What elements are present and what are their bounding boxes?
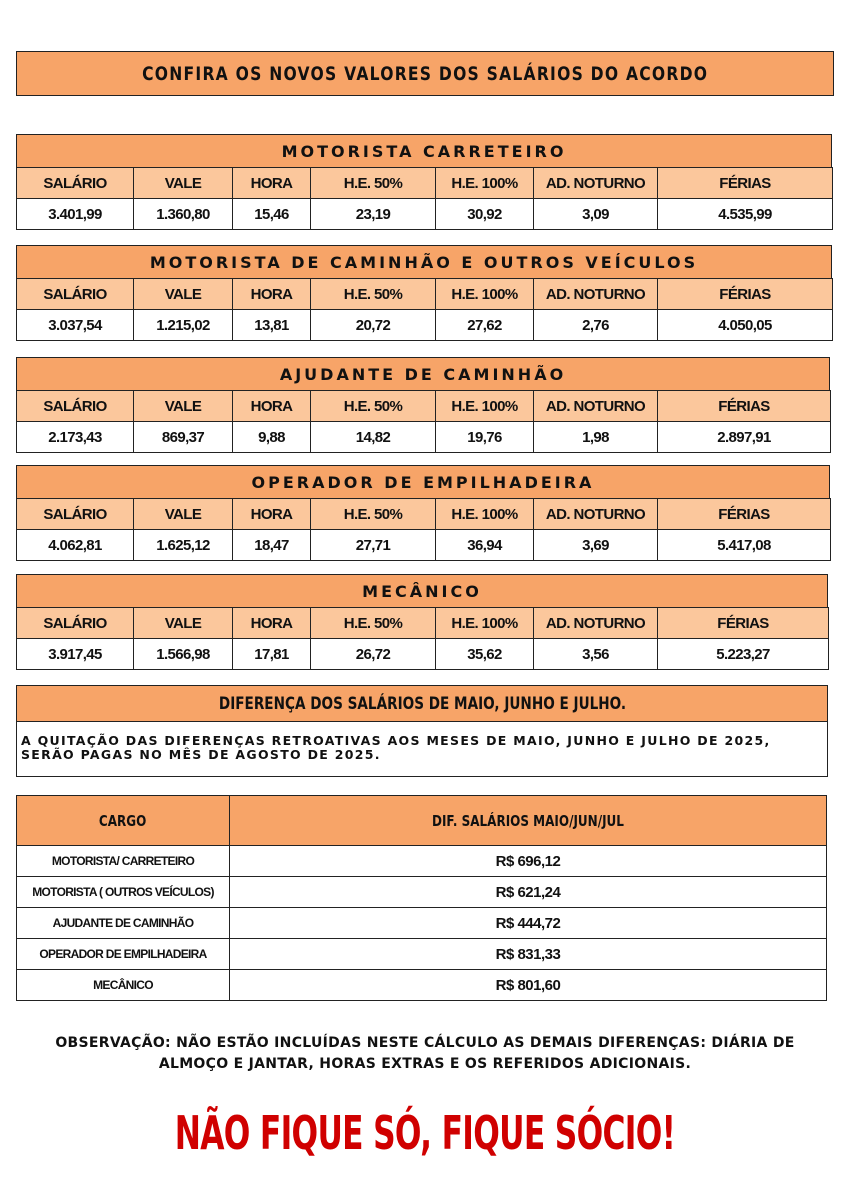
cell-ad-noturno: 3,69 — [534, 530, 658, 561]
table-header-row — [17, 608, 829, 639]
col-ferias: FÉRIAS — [658, 391, 831, 422]
difference-text-line1: A QUITAÇÃO DAS DIFERENÇAS RETROATIVAS AOS MESES DE MAIO, JUNHO E JULHO DE 2025, — [21, 733, 771, 748]
col-salario: SALÁRIO — [17, 499, 134, 530]
col-he100: H.E. 100% — [436, 391, 534, 422]
cell-he100: 27,62 — [436, 310, 534, 341]
col-salario: SALÁRIO — [17, 279, 134, 310]
col-ad-noturno: AD. NOTURNO — [534, 499, 658, 530]
slogan-text: NÃO FIQUE SÓ, FIQUE SÓCIO! — [174, 1106, 675, 1160]
salary-table — [16, 167, 833, 230]
cell-salario: 4.062,81 — [17, 530, 134, 561]
col-diff — [230, 796, 827, 846]
table-row — [17, 639, 829, 670]
section-ajudante-caminhao — [16, 357, 830, 453]
cell-vale: 1.360,80 — [134, 199, 233, 230]
col-he50: H.E. 50% — [311, 168, 436, 199]
cell-salario: 3.401,99 — [17, 199, 134, 230]
observation-line1: OBSERVAÇÃO: NÃO ESTÃO INCLUÍDAS NESTE CÁLCULO AS DEMAIS DIFERENÇAS: DIÁRIA DE — [55, 1035, 795, 1051]
col-he100: H.E. 100% — [436, 608, 534, 639]
col-hora: HORA — [233, 499, 311, 530]
table-row — [17, 199, 833, 230]
cell-cargo: MOTORISTA ( OUTROS VEÍCULOS) — [17, 877, 230, 908]
cell-he100: 19,76 — [436, 422, 534, 453]
col-ferias: FÉRIAS — [658, 608, 829, 639]
section-motorista-carreteiro — [16, 134, 832, 230]
table-row — [17, 970, 827, 1001]
col-diff-label: DIF. SALÁRIOS MAIO/JUN/JUL — [432, 811, 624, 830]
table-header-row — [17, 391, 831, 422]
col-cargo — [17, 796, 230, 846]
table-row — [17, 877, 827, 908]
table-header-row — [17, 168, 833, 199]
cell-salario: 2.173,43 — [17, 422, 134, 453]
col-ad-noturno: AD. NOTURNO — [534, 608, 658, 639]
col-hora: HORA — [233, 391, 311, 422]
col-hora: HORA — [233, 168, 311, 199]
cell-diff: R$ 696,12 — [230, 846, 827, 877]
cell-salario: 3.037,54 — [17, 310, 134, 341]
col-vale: VALE — [134, 499, 233, 530]
col-salario: SALÁRIO — [17, 608, 134, 639]
observation-note — [20, 1033, 830, 1075]
cell-he100: 35,62 — [436, 639, 534, 670]
cell-ferias: 5.417,08 — [658, 530, 831, 561]
col-vale: VALE — [134, 608, 233, 639]
cell-diff: R$ 801,60 — [230, 970, 827, 1001]
section-operador-empilhadeira — [16, 465, 830, 561]
difference-section — [16, 685, 828, 777]
col-ad-noturno: AD. NOTURNO — [534, 279, 658, 310]
cell-ferias: 5.223,27 — [658, 639, 829, 670]
table-header-row — [17, 279, 833, 310]
section-motorista-caminhao — [16, 245, 832, 341]
col-ferias: FÉRIAS — [658, 279, 833, 310]
section-title: MOTORISTA CARRETEIRO — [16, 134, 832, 167]
cargo-difference-table — [16, 795, 827, 1001]
table-header-row — [17, 796, 827, 846]
cell-hora: 17,81 — [233, 639, 311, 670]
cell-cargo: MOTORISTA/ CARRETEIRO — [17, 846, 230, 877]
difference-text — [16, 722, 828, 777]
salary-table — [16, 390, 831, 453]
cell-ad-noturno: 3,09 — [534, 199, 658, 230]
col-ferias: FÉRIAS — [658, 499, 831, 530]
cell-diff: R$ 831,33 — [230, 939, 827, 970]
cell-ad-noturno: 2,76 — [534, 310, 658, 341]
cell-he50: 14,82 — [311, 422, 436, 453]
col-ad-noturno: AD. NOTURNO — [534, 391, 658, 422]
difference-title-text: DIFERENÇA DOS SALÁRIOS DE MAIO, JUNHO E JULHO. — [218, 693, 626, 714]
col-ad-noturno: AD. NOTURNO — [534, 168, 658, 199]
observation-line2: ALMOÇO E JANTAR, HORAS EXTRAS E OS REFERIDOS ADICIONAIS. — [158, 1056, 692, 1072]
salary-table — [16, 498, 831, 561]
salary-table — [16, 278, 833, 341]
col-salario: SALÁRIO — [17, 168, 134, 199]
cell-vale: 1.215,02 — [134, 310, 233, 341]
col-ferias: FÉRIAS — [658, 168, 833, 199]
table-row — [17, 846, 827, 877]
cell-hora: 15,46 — [233, 199, 311, 230]
salary-table — [16, 607, 829, 670]
cell-vale: 869,37 — [134, 422, 233, 453]
table-row — [17, 530, 831, 561]
cell-he100: 30,92 — [436, 199, 534, 230]
cell-cargo: MECÂNICO — [17, 970, 230, 1001]
cell-hora: 13,81 — [233, 310, 311, 341]
col-vale: VALE — [134, 168, 233, 199]
slogan — [0, 1098, 849, 1168]
cell-he50: 26,72 — [311, 639, 436, 670]
cell-he50: 27,71 — [311, 530, 436, 561]
table-row — [17, 422, 831, 453]
col-he50: H.E. 50% — [311, 279, 436, 310]
col-he50: H.E. 50% — [311, 391, 436, 422]
section-title: MECÂNICO — [16, 574, 828, 607]
difference-text-line2: SERÃO PAGAS NO MÊS DE AGOSTO DE 2025. — [21, 747, 381, 762]
col-hora: HORA — [233, 608, 311, 639]
difference-title — [16, 685, 828, 722]
table-row — [17, 908, 827, 939]
col-cargo-label: CARGO — [99, 811, 147, 830]
cell-ad-noturno: 1,98 — [534, 422, 658, 453]
col-he100: H.E. 100% — [436, 499, 534, 530]
col-he50: H.E. 50% — [311, 499, 436, 530]
cell-ferias: 2.897,91 — [658, 422, 831, 453]
section-title: MOTORISTA DE CAMINHÃO E OUTROS VEÍCULOS — [16, 245, 832, 278]
cell-he50: 20,72 — [311, 310, 436, 341]
col-salario: SALÁRIO — [17, 391, 134, 422]
cell-diff: R$ 621,24 — [230, 877, 827, 908]
cell-he50: 23,19 — [311, 199, 436, 230]
col-he50: H.E. 50% — [311, 608, 436, 639]
cell-vale: 1.625,12 — [134, 530, 233, 561]
cell-cargo: OPERADOR DE EMPILHADEIRA — [17, 939, 230, 970]
col-vale: VALE — [134, 391, 233, 422]
cell-ad-noturno: 3,56 — [534, 639, 658, 670]
cell-vale: 1.566,98 — [134, 639, 233, 670]
col-hora: HORA — [233, 279, 311, 310]
cell-hora: 18,47 — [233, 530, 311, 561]
cell-cargo: AJUDANTE DE CAMINHÃO — [17, 908, 230, 939]
cell-hora: 9,88 — [233, 422, 311, 453]
section-title: OPERADOR DE EMPILHADEIRA — [16, 465, 830, 498]
table-row — [17, 939, 827, 970]
col-he100: H.E. 100% — [436, 279, 534, 310]
page-title-text: CONFIRA OS NOVOS VALORES DOS SALÁRIOS DO ACORDO — [141, 62, 709, 85]
cell-ferias: 4.535,99 — [658, 199, 833, 230]
table-header-row — [17, 499, 831, 530]
page-title — [16, 51, 834, 96]
cell-ferias: 4.050,05 — [658, 310, 833, 341]
cell-he100: 36,94 — [436, 530, 534, 561]
section-title: AJUDANTE DE CAMINHÃO — [16, 357, 830, 390]
col-vale: VALE — [134, 279, 233, 310]
cell-diff: R$ 444,72 — [230, 908, 827, 939]
section-mecanico — [16, 574, 828, 670]
col-he100: H.E. 100% — [436, 168, 534, 199]
table-row — [17, 310, 833, 341]
cell-salario: 3.917,45 — [17, 639, 134, 670]
